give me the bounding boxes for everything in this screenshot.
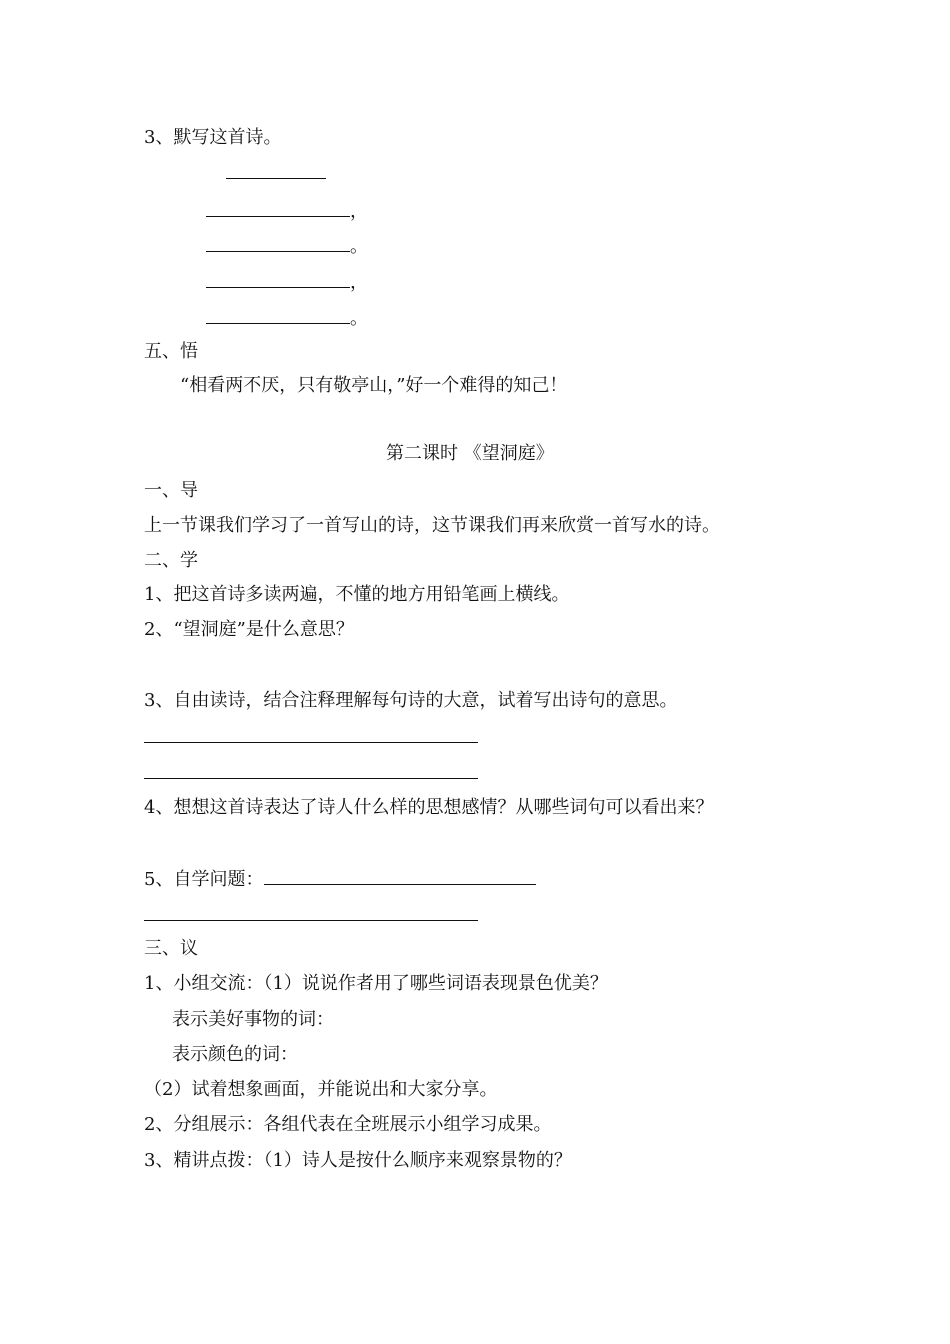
yi-item-1: 1、小组交流：（1）说说作者用了哪些词语表现景色优美？ (144, 973, 608, 994)
yi-item-1-sub-c: （2）试着想象画面，并能说出和大家分享。 (144, 1079, 498, 1100)
xue5-answer-line[interactable] (144, 920, 478, 921)
yi-item-3: 3、精讲点拨：（1）诗人是按什么顺序来观察景物的？ (144, 1150, 572, 1171)
poem-title-blank[interactable] (226, 178, 326, 179)
yi-item-1-sub-b: 表示颜色的词： (172, 1044, 298, 1065)
poem-line-4-punct: 。 (350, 308, 368, 329)
dictation-instruction: 3、默写这首诗。 (144, 127, 282, 148)
self-study-question-blank[interactable] (264, 866, 536, 885)
xue-item-5-label: 5、自学问题： (144, 869, 264, 890)
wu-text: “相看两不厌，只有敬亭山，”好一个难得的知己！ (180, 375, 568, 396)
lesson2-title: 第二课时 《望洞庭》 (386, 443, 554, 464)
xue-item-4: 4、想想这首诗表达了诗人什么样的思想感情？从哪些词句可以看出来？ (144, 797, 714, 818)
yi-item-2: 2、分组展示：各组代表在全班展示小组学习成果。 (144, 1114, 552, 1135)
xue-item-1: 1、把这首诗多读两遍，不懂的地方用铅笔画上横线。 (144, 584, 570, 605)
poem-line-2-punct: 。 (350, 236, 368, 257)
xue-item-2: 2、“望洞庭”是什么意思？ (144, 619, 354, 640)
poem-line-4-blank[interactable] (206, 305, 350, 324)
yi-heading: 三、议 (144, 938, 198, 959)
dao-heading: 一、导 (144, 480, 198, 501)
poem-line-3[interactable] (206, 269, 368, 295)
poem-line-3-blank[interactable] (206, 269, 350, 288)
poem-line-1-blank[interactable] (206, 198, 350, 217)
xue3-answer-line-2[interactable] (144, 778, 478, 779)
wu-heading: 五、悟 (144, 341, 198, 362)
yi-item-1-sub-a: 表示美好事物的词： (172, 1009, 334, 1030)
xue-item-3: 3、自由读诗，结合注释理解每句诗的大意，试着写出诗句的意思。 (144, 690, 678, 711)
xue3-answer-line-1[interactable] (144, 742, 478, 743)
poem-line-4[interactable] (206, 305, 368, 331)
poem-line-1[interactable] (206, 198, 368, 224)
poem-line-2[interactable] (206, 233, 368, 259)
poem-line-2-blank[interactable] (206, 233, 350, 252)
poem-line-3-punct: ， (350, 272, 368, 293)
dao-text: 上一节课我们学习了一首写山的诗，这节课我们再来欣赏一首写水的诗。 (144, 515, 720, 536)
poem-line-1-punct: ， (350, 201, 368, 222)
xue-heading: 二、学 (144, 550, 198, 571)
xue-item-5 (144, 866, 536, 892)
